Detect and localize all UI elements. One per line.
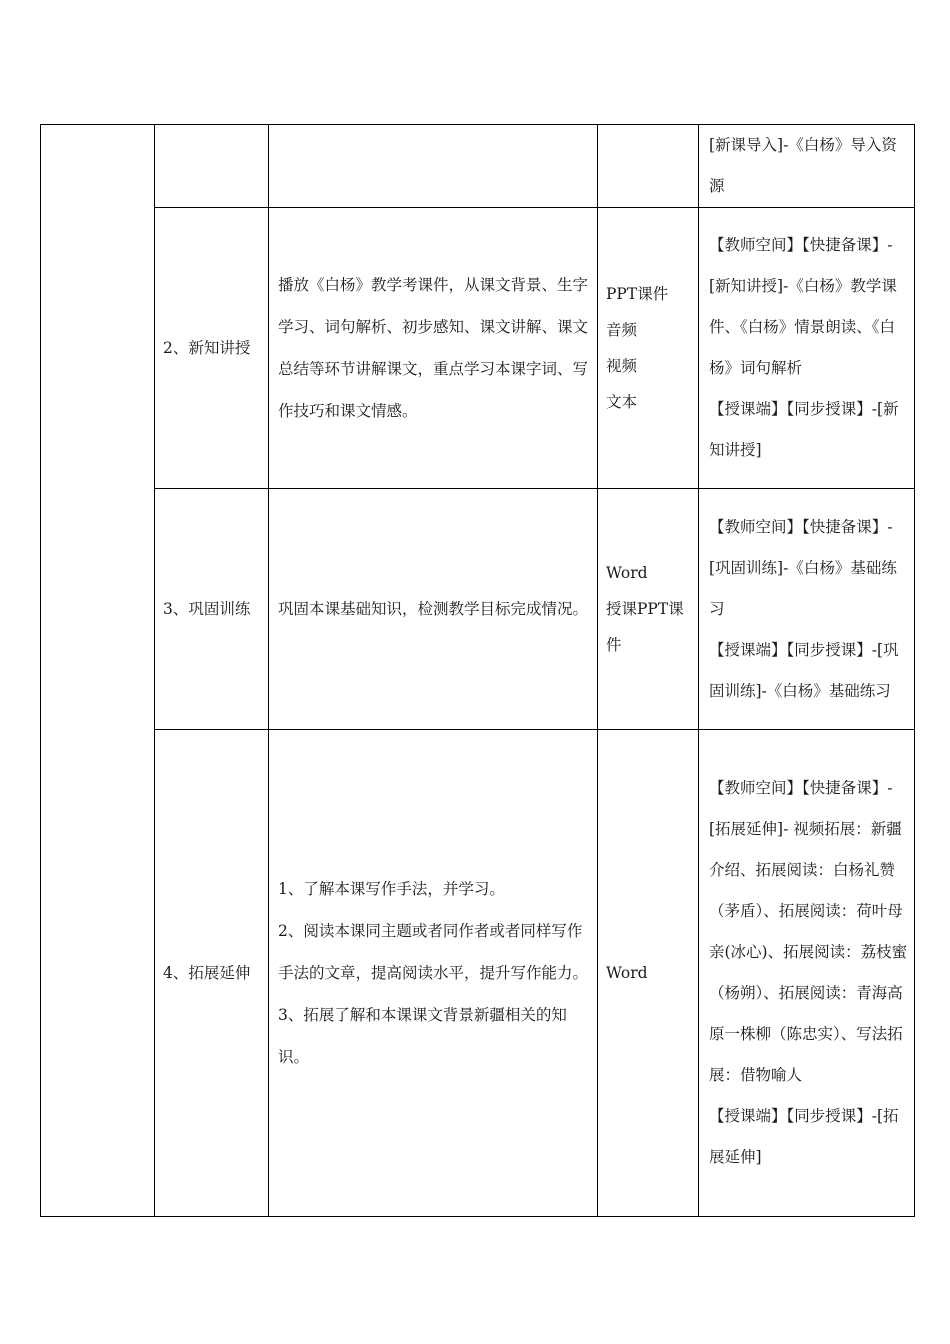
resource-item: Word <box>606 564 648 582</box>
content-text: 巩固本课基础知识，检测教学目标完成情况。 <box>278 600 589 618</box>
platform-text: 【授课端】【同步授课】-[新知讲授] <box>709 400 899 459</box>
table-row <box>41 730 915 1217</box>
content-cell <box>269 730 598 1217</box>
resource-cell <box>598 125 699 208</box>
resource-cell <box>598 208 699 489</box>
step-cell <box>155 489 269 730</box>
platform-cell <box>699 125 915 208</box>
platform-text: 【教师空间】【快捷备课】-[巩固训练]-《白杨》基础练习 <box>709 517 897 618</box>
lesson-plan-table <box>40 124 915 1217</box>
resource-item: 授课PPT课件 <box>606 600 684 654</box>
resource-item: 文本 <box>606 393 638 411</box>
platform-cell <box>699 730 915 1217</box>
phase-cell <box>41 125 155 1217</box>
resource-cell <box>598 489 699 730</box>
resource-item: 视频 <box>606 357 638 375</box>
content-cell <box>269 489 598 730</box>
step-label: 4、拓展延伸 <box>163 963 251 982</box>
platform-cell <box>699 208 915 489</box>
table-row <box>41 125 915 208</box>
platform-text: 【教师空间】【快捷备课】-[新知讲授]-《白杨》教学课件、《白杨》情景朗读、《白杨》词句解析 <box>709 236 897 377</box>
step-cell <box>155 125 269 208</box>
content-text: 2、阅读本课同主题或者同作者或者同样写作手法的文章，提高阅读水平，提升写作能力。 <box>278 922 589 982</box>
platform-cell <box>699 489 915 730</box>
platform-text: 【授课端】【同步授课】-[巩固训练]-《白杨》基础练习 <box>709 640 899 700</box>
resource-item: PPT课件 <box>606 285 669 303</box>
content-text: 1、了解本课写作手法，并学习。 <box>278 880 505 898</box>
platform-text: [新课导入]-《白杨》导入资源 <box>709 136 897 195</box>
step-cell <box>155 208 269 489</box>
platform-text: 【教师空间】【快捷备课】-[拓展延伸]- 视频拓展：新疆介绍、拓展阅读：白杨礼赞（茅盾）、拓展阅读：荷叶母亲(冰心)、拓展阅读：荔枝蜜（杨朔）、拓展阅读：青海高原一株柳（陈忠实）、写法拓展：借物喻人 <box>709 779 908 1084</box>
step-label: 2、新知讲授 <box>163 338 251 357</box>
resource-item: Word <box>606 964 648 982</box>
platform-text: 【授课端】【同步授课】-[拓展延伸] <box>709 1107 899 1166</box>
step-cell <box>155 730 269 1217</box>
step-label: 3、巩固训练 <box>163 599 251 618</box>
table-row <box>41 208 915 489</box>
resource-item: 音频 <box>606 321 638 339</box>
content-cell <box>269 125 598 208</box>
table-row <box>41 489 915 730</box>
content-text: 播放《白杨》教学考课件，从课文背景、生字学习、词句解析、初步感知、课文讲解、课文总结等环节讲解课文，重点学习本课字词、写作技巧和课文情感。 <box>278 276 589 420</box>
content-cell <box>269 208 598 489</box>
resource-cell <box>598 730 699 1217</box>
content-text: 3、拓展了解和本课课文背景新疆相关的知识。 <box>278 1006 567 1066</box>
